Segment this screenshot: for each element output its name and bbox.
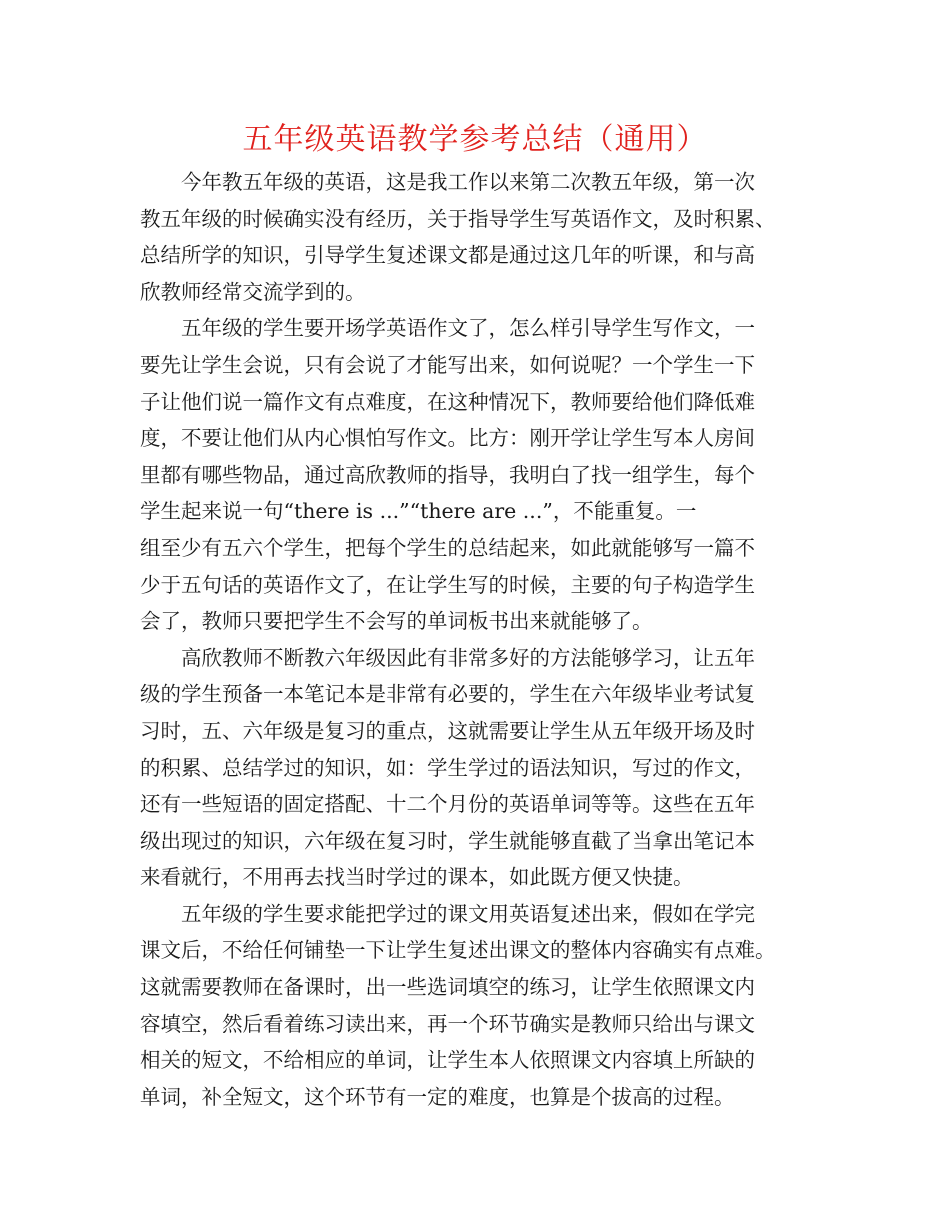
- document-title: 五年级英语教学参考总结（通用）: [242, 122, 708, 157]
- paragraph-line: 容填空，然后看着练习读出来，再一个环节确实是教师只给出与课文: [140, 1011, 755, 1036]
- paragraph-line: 欣教师经常交流学到的。: [140, 279, 366, 304]
- paragraph-4: [140, 896, 820, 1116]
- paragraph-line: 的积累、总结学过的知识，如：学生学过的语法知识，写过的作文，: [140, 755, 755, 780]
- paragraph-line: 级出现过的知识，六年级在复习时，学生就能够直截了当拿出笔记本: [140, 828, 755, 853]
- paragraph-line: 单词，补全短文，这个环节有一定的难度，也算是个拔高的过程。: [140, 1084, 735, 1109]
- paragraph-line: 子让他们说一篇作文有点难度，在这种情况下，教师要给他们降低难: [140, 389, 755, 414]
- paragraph-3: [140, 640, 820, 896]
- paragraph-1: [140, 164, 820, 310]
- paragraph-line: 总结所学的知识，引导学生复述课文都是通过这几年的听课，和与高: [140, 243, 755, 268]
- document-body: [140, 164, 820, 1115]
- paragraph-line: 要先让学生会说，只有会说了才能写出来，如何说呢？一个学生一下: [140, 352, 755, 377]
- paragraph-line: 课文后，不给任何铺垫一下让学生复述出课文的整体内容确实有点难。: [140, 938, 776, 963]
- paragraph-line: 组至少有五六个学生，把每个学生的总结起来，如此就能够写一篇不: [140, 535, 755, 560]
- paragraph-line: 高欣教师不断教六年级因此有非常多好的方法能够学习，让五年: [181, 645, 755, 670]
- paragraph-line: 今年教五年级的英语，这是我工作以来第二次教五年级，第一次: [181, 170, 755, 194]
- paragraph-line: 五年级的学生要开场学英语作文了，怎么样引导学生写作文，一: [181, 316, 755, 341]
- paragraph-line: 学生起来说一句“there is ...”“there are ...”，不能重复。一: [140, 499, 697, 524]
- paragraph-line: 级的学生预备一本笔记本是非常有必要的，学生在六年级毕业考试复: [140, 682, 755, 707]
- paragraph-line: 会了，教师只要把学生不会写的单词板书出来就能够了。: [140, 609, 653, 634]
- paragraph-line: 习时，五、六年级是复习的重点，这就需要让学生从五年级开场及时: [140, 718, 755, 743]
- paragraph-line: 里都有哪些物品，通过高欣教师的指导，我明白了找一组学生，每个: [140, 462, 755, 487]
- paragraph-line: 来看就行，不用再去找当时学过的课本，如此既方便又快捷。: [140, 865, 694, 890]
- paragraph-line: 这就需要教师在备课时，出一些选词填空的练习，让学生依照课文内: [140, 975, 755, 1000]
- paragraph-line: 教五年级的时候确实没有经历，关于指导学生写英语作文，及时积累、: [140, 206, 776, 231]
- paragraph-line: 度，不要让他们从内心惧怕写作文。比方：刚开学让学生写本人房间: [140, 426, 755, 451]
- paragraph-line: 相关的短文，不给相应的单词，让学生本人依照课文内容填上所缺的: [140, 1048, 755, 1073]
- paragraph-line: 还有一些短语的固定搭配、十二个月份的英语单词等等。这些在五年: [140, 792, 755, 817]
- paragraph-line: 少于五句话的英语作文了，在让学生写的时候，主要的句子构造学生: [140, 572, 755, 597]
- paragraph-2: [140, 310, 820, 639]
- paragraph-line: 五年级的学生要求能把学过的课文用英语复述出来，假如在学完: [181, 901, 755, 926]
